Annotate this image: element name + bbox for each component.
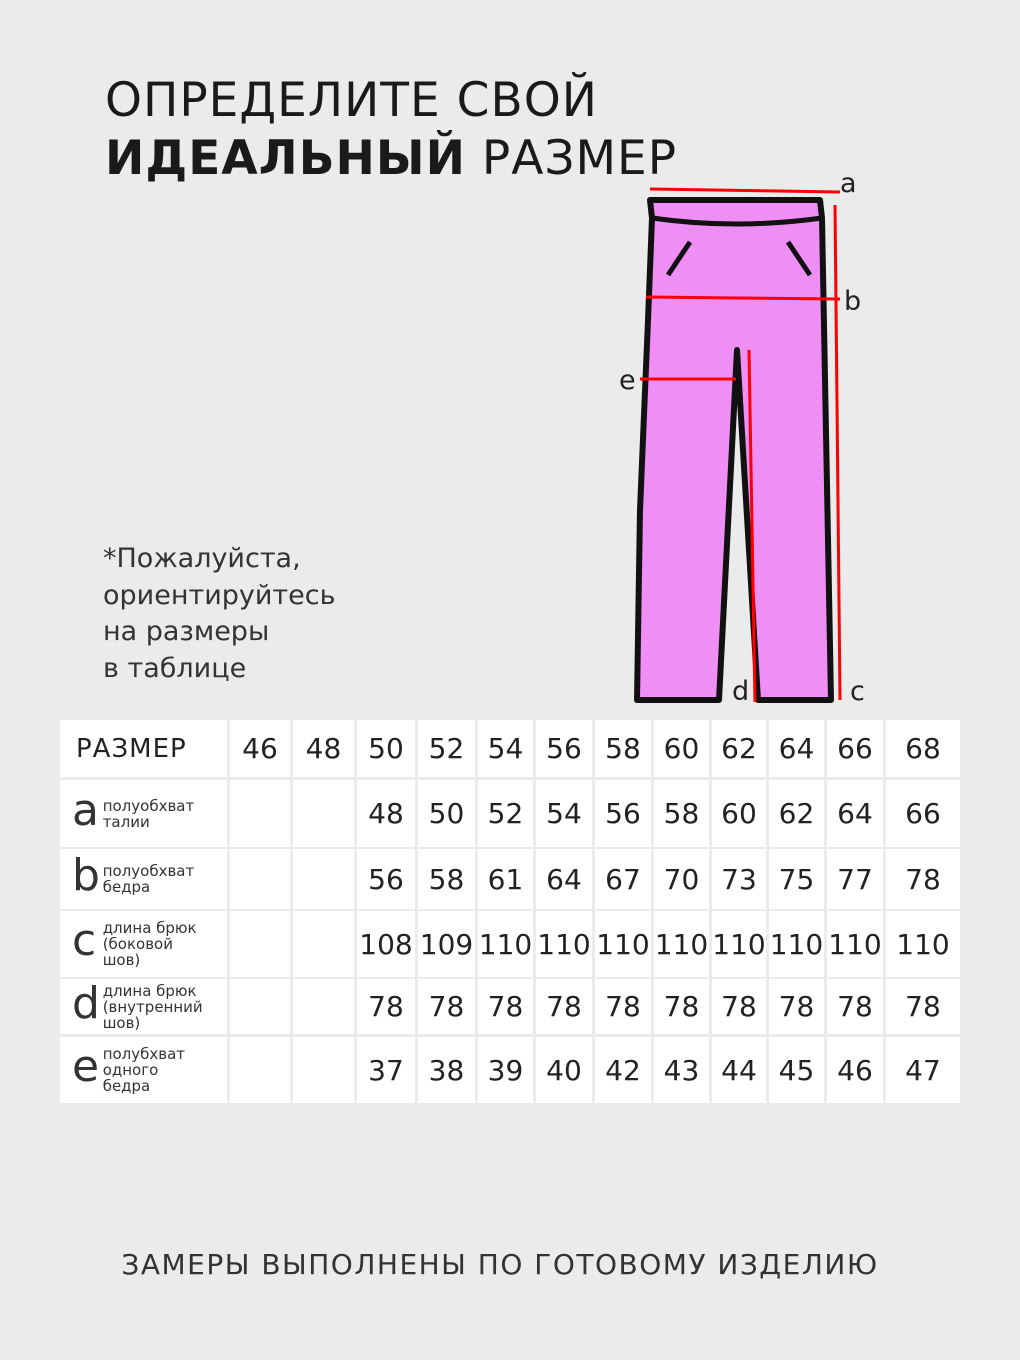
value-cell: [230, 911, 290, 977]
row-description-line: бедра: [102, 878, 151, 896]
measure-line-b: [646, 297, 840, 299]
value-cell: 78: [769, 979, 824, 1034]
value-cell: 37: [357, 1037, 415, 1103]
label-d: d: [732, 676, 750, 707]
page-title: [105, 72, 677, 188]
title-line-1: ОПРЕДЕЛИТЕ СВОЙ: [105, 73, 598, 128]
row-label: [60, 979, 227, 1034]
value-cell: 64: [536, 849, 592, 909]
value-cell: 50: [418, 780, 475, 847]
row-description-line: полуобхват: [102, 796, 195, 815]
value-cell: 58: [418, 849, 475, 909]
row-description: [103, 983, 227, 1031]
size-header-cell: 48: [293, 720, 354, 777]
pants-outline: [637, 200, 831, 700]
value-cell: 110: [654, 911, 709, 977]
size-table: [60, 720, 960, 1110]
size-header-cell: 68: [886, 720, 960, 777]
value-cell: 60: [712, 780, 766, 847]
row-description-line: (внутренний: [102, 997, 203, 1016]
value-cell: 78: [886, 849, 960, 909]
label-a: a: [840, 168, 857, 199]
size-header-cell: 64: [769, 720, 824, 777]
value-cell: 61: [478, 849, 533, 909]
size-header-cell: 62: [712, 720, 766, 777]
value-cell: 110: [595, 911, 651, 977]
value-cell: 77: [827, 849, 883, 909]
value-cell: [293, 780, 354, 847]
note-line: в таблице: [103, 652, 247, 684]
value-cell: 45: [769, 1037, 824, 1103]
row-description-line: шов): [102, 951, 141, 969]
row-description-line: талии: [102, 812, 150, 831]
size-header-cell: 58: [595, 720, 651, 777]
row-description-line: одного: [102, 1061, 159, 1079]
size-header-cell: 56: [536, 720, 592, 777]
pants-diagram: [600, 160, 900, 720]
value-cell: 39: [478, 1037, 533, 1103]
title-line-2: [105, 130, 677, 188]
value-cell: 67: [595, 849, 651, 909]
row-description-line: полубхват: [102, 1045, 186, 1063]
value-cell: 108: [357, 911, 415, 977]
value-cell: [293, 849, 354, 909]
value-cell: 78: [357, 979, 415, 1034]
value-cell: 73: [712, 849, 766, 909]
row-description-line: шов): [102, 1013, 141, 1032]
row-description: [103, 863, 227, 895]
value-cell: 38: [418, 1037, 475, 1103]
value-cell: 110: [478, 911, 533, 977]
measure-line-a: [650, 189, 840, 192]
row-letter: e: [72, 1041, 100, 1092]
value-cell: 78: [712, 979, 766, 1034]
value-cell: 62: [769, 780, 824, 847]
value-cell: 78: [478, 979, 533, 1034]
value-cell: 46: [827, 1037, 883, 1103]
value-cell: 64: [827, 780, 883, 847]
value-cell: 70: [654, 849, 709, 909]
value-cell: 78: [827, 979, 883, 1034]
title-bold-word: ИДЕАЛЬНЫЙ: [105, 131, 466, 186]
value-cell: [230, 849, 290, 909]
value-cell: 110: [886, 911, 960, 977]
value-cell: 110: [536, 911, 592, 977]
size-header-cell: 66: [827, 720, 883, 777]
value-cell: [230, 979, 290, 1034]
row-label: [60, 911, 227, 977]
size-header-cell: 52: [418, 720, 475, 777]
size-header-label: РАЗМЕР: [60, 720, 227, 777]
measure-line-c: [835, 205, 840, 700]
value-cell: [230, 1037, 290, 1103]
label-b: b: [844, 286, 862, 317]
row-letter: d: [72, 979, 100, 1029]
size-header-cell: 50: [357, 720, 415, 777]
row-description: [103, 1046, 227, 1094]
value-cell: 78: [654, 979, 709, 1034]
label-c: c: [850, 676, 865, 707]
value-cell: [293, 979, 354, 1034]
value-cell: 78: [536, 979, 592, 1034]
value-cell: 110: [827, 911, 883, 977]
row-description: [103, 798, 227, 830]
row-description: [103, 920, 227, 968]
value-cell: 110: [769, 911, 824, 977]
row-letter: b: [72, 850, 100, 901]
value-cell: 43: [654, 1037, 709, 1103]
note-line: ориентируйтесь: [103, 579, 336, 611]
row-letter: a: [72, 784, 99, 836]
value-cell: 109: [418, 911, 475, 977]
size-header-cell: 54: [478, 720, 533, 777]
value-cell: 47: [886, 1037, 960, 1103]
note-line: *Пожалуйста,: [103, 543, 301, 574]
value-cell: 58: [654, 780, 709, 847]
row-description-line: длина брюк: [102, 981, 197, 1000]
title-rest: РАЗМЕР: [465, 131, 678, 186]
value-cell: 48: [357, 780, 415, 847]
row-description-line: полуобхват: [102, 862, 195, 880]
value-cell: 78: [595, 979, 651, 1034]
footer-note: ЗАМЕРЫ ВЫПОЛНЕНЫ ПО ГОТОВОМУ ИЗДЕЛИЮ: [121, 1248, 879, 1281]
label-e: e: [619, 365, 636, 396]
value-cell: 42: [595, 1037, 651, 1103]
value-cell: [293, 1037, 354, 1103]
size-header-cell: 60: [654, 720, 709, 777]
value-cell: 78: [886, 979, 960, 1034]
value-cell: 40: [536, 1037, 592, 1103]
size-note: [103, 541, 336, 687]
row-label: [60, 1037, 227, 1103]
value-cell: 44: [712, 1037, 766, 1103]
row-description-line: длина брюк: [102, 919, 197, 937]
value-cell: [293, 911, 354, 977]
value-cell: 78: [418, 979, 475, 1034]
row-letter: c: [72, 915, 97, 966]
value-cell: 75: [769, 849, 824, 909]
row-label: [60, 780, 227, 847]
value-cell: 56: [595, 780, 651, 847]
value-cell: 56: [357, 849, 415, 909]
value-cell: 52: [478, 780, 533, 847]
row-description-line: (боковой: [102, 935, 173, 953]
value-cell: [230, 780, 290, 847]
value-cell: 66: [886, 780, 960, 847]
size-header-cell: 46: [230, 720, 290, 777]
row-label: [60, 849, 227, 909]
note-line: на размеры: [103, 616, 270, 647]
value-cell: 110: [712, 911, 766, 977]
row-description-line: бедра: [102, 1077, 151, 1095]
value-cell: 54: [536, 780, 592, 847]
